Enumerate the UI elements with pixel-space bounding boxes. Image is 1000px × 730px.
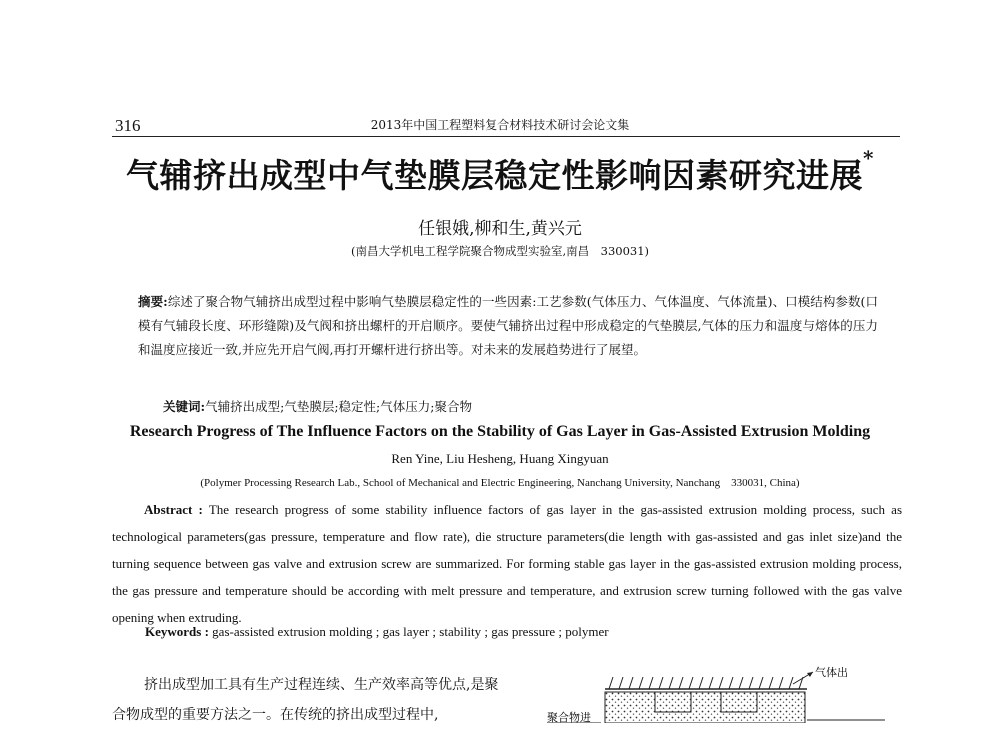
title-footnote-mark: * — [863, 146, 874, 170]
en-keywords-text: gas-assisted extrusion molding ; gas layer ; stability ; gas pressure ; polymer — [212, 624, 609, 639]
body-paragraph: 挤出成型加工具有生产过程连续、生产效率高等优点,是聚合物成型的重要方法之一。在传统的挤出成型过程中, — [112, 677, 499, 723]
en-authors: Ren Yine, Liu Hesheng, Huang Xingyuan — [391, 451, 609, 466]
header-rule — [112, 136, 900, 137]
en-affiliation: (Polymer Processing Research Lab., School of Mechanical and Electric Engineering, Nanchang University, Nanchang 330031, China) — [200, 477, 800, 489]
cn-keywords-label: 关键词: — [163, 399, 206, 414]
page-number: 316 — [115, 116, 141, 135]
cn-affiliation: (南昌大学机电工程学院聚合物成型实验室,南昌 330031) — [350, 244, 650, 258]
cn-abstract — [138, 290, 878, 362]
en-keywords-label: Keywords : — [145, 624, 209, 639]
die-schematic-svg — [545, 662, 905, 723]
en-abstract-text: The research progress of some stability influence factors of gas layer in the gas-assisted extrusion molding process, such as technological parameters(gas pressure, temperature and flow rate), die structure parameters(die length with gas-assisted and gas inlet size)and the turning sequence between gas valve and extrusion screw are summarized. For forming stable gas layer in the gas-assisted extrusion molding process, the gas pressure and temperature should be according with melt pressure and temperature, and extrusion screw turning followed with the gas valve opening when extruding. — [112, 502, 902, 625]
en-abstract-label: Abstract : — [144, 502, 203, 517]
cn-abstract-text: 综述了聚合物气辅挤出成型过程中影响气垫膜层稳定性的一些因素:工艺参数(气体压力、气体温度、气体流量)、口模结构参数(口模有气辅段长度、环形缝隙)及气阀和挤出螺杆的开启顺序。要使气辅挤出过程中形成稳定的气垫膜层,气体的压力和温度与熔体的压力和温度应接近一致,并应先开启气阀,再打开螺杆进行挤出等。对未来的发展趋势进行了展望。 — [138, 294, 878, 357]
running-header: 2013年中国工程塑料复合材料技术研讨会论文集 — [370, 118, 630, 132]
melt-in-label: 聚合物进 — [547, 711, 591, 723]
en-abstract — [112, 496, 902, 631]
cn-title-text: 气辅挤出成型中气垫膜层稳定性影响因素研究进展 — [126, 156, 864, 195]
cn-authors: 任银娥,柳和生,黄兴元 — [418, 219, 582, 239]
en-keywords — [145, 624, 609, 640]
cn-keywords — [163, 397, 472, 415]
cn-abstract-label: 摘要: — [138, 294, 168, 309]
melt-region — [605, 692, 805, 723]
cn-keywords-text: 气辅挤出成型;气垫膜层;稳定性;气体压力;聚合物 — [205, 399, 472, 414]
die-hatching — [609, 677, 803, 689]
gas-out-label: 气体出 — [815, 666, 848, 679]
die-schematic-figure — [545, 662, 905, 723]
en-title: Research Progress of The Influence Factors on the Stability of Gas Layer in Gas-Assisted Extrusion Molding — [129, 423, 871, 440]
cn-title — [0, 146, 1000, 197]
